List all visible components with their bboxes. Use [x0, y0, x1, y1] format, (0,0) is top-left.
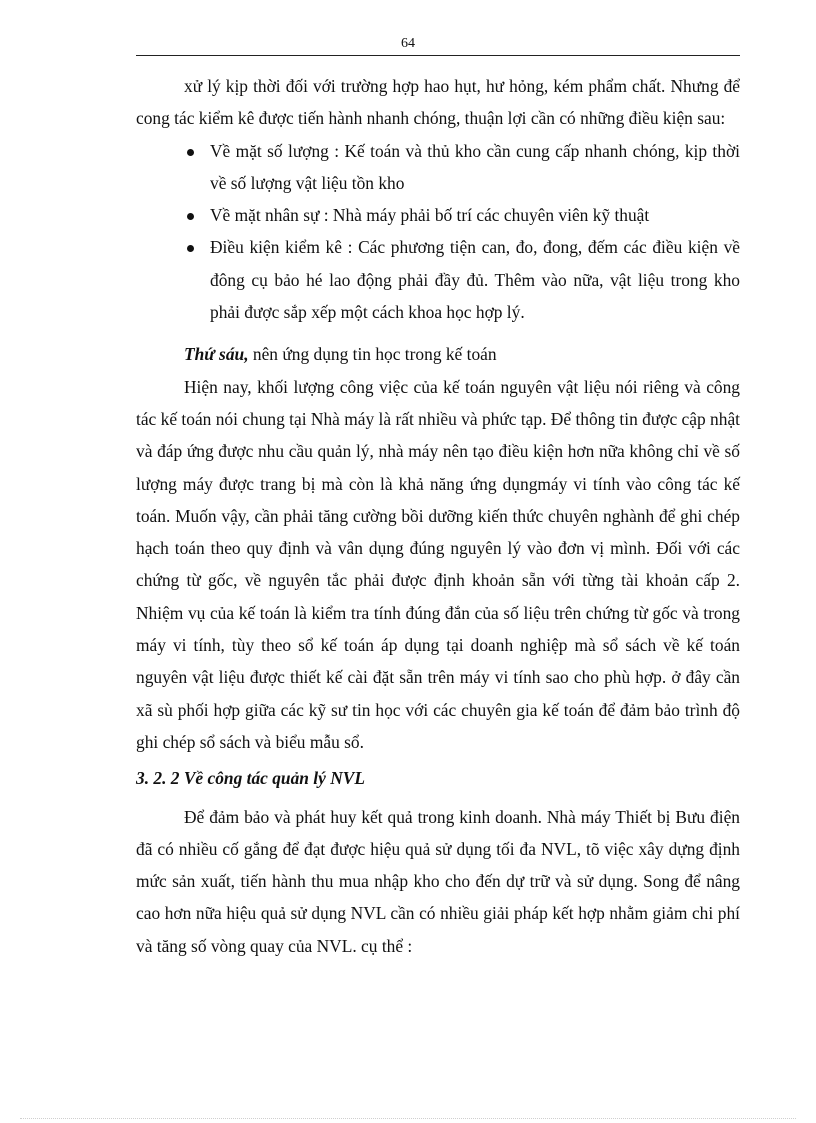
list-item	[210, 231, 740, 328]
page-number: 64	[401, 36, 415, 51]
list-item-text: Về mặt số lượng : Kế toán và thủ kho cần cung cấp nhanh chóng, kịp thời về số lượng vật liệu tồn kho	[210, 140, 740, 193]
bullet-icon	[187, 149, 194, 156]
header-divider	[136, 55, 740, 56]
sixth-point-label: Thứ sáu,	[184, 344, 249, 365]
paragraph-it-application: Hiện nay, khối lượng công việc của kế toán nguyên vật liệu nói riêng và công tác kế toán nói chung tại Nhà máy là rất nhiều và phức tạp. Để thông tin được cập nhật và đáp ứng được nhu cầu quản lý, nhà máy nên tạo điều kiện hơn nữa không chỉ về số lượng máy được trang bị mà còn là khả năng ứng dụngmáy vi tính vào công tác kế toán. Muốn vậy, cần phải tăng cường bồi dưỡng kiến thức chuyên nghành để ghi chép hạch toán theo quy định và vân dụng đúng nguyên lý vào đơn vị mình. Đối với các chứng từ gốc, về nguyên tắc phải được định khoản sẵn với từng tài khoản cấp 2. Nhiệm vụ của kế toán là kiểm tra tính đúng đắn của số liệu trên chứng từ gốc và trong máy vi tính, tùy theo sổ kế toán áp dụng tại doanh nghiệp mà sổ sách về kế toán nguyên vật liệu được thiết kế cài đặt sẵn trên máy vi tính sao cho phù hợp. ở đây cần xã sù phối hợp giữa các kỹ sư tin học với các chuyên gia kế toán để đảm bảo trình độ ghi chép sổ sách và biểu mẫu sổ.	[136, 376, 740, 752]
list-item-text: Điều kiện kiểm kê : Các phương tiện can, đo, đong, đếm các điều kiện về đông cụ bảo hé lao động phải đầy đủ. Thêm vào nữa, vật liệu trong kho phải được sắp xếp một cách khoa học hợp lý.	[210, 237, 740, 323]
bullet-icon	[187, 213, 194, 220]
sixth-point-line	[136, 338, 740, 370]
footer-divider	[20, 1118, 796, 1119]
paragraph-material-management: Để đảm bảo và phát huy kết quả trong kinh doanh. Nhà máy Thiết bị Bưu điện đã có nhiều cố gắng để đạt được hiệu quả sử dụng tối đa NVL, tõ việc xây dựng định mức sản xuất, tiến hành thu mua nhập kho cho đến dự trữ và sử dụng. Song để nâng cao hơn nữa hiệu quả sử dụng NVL cần có nhiều giải pháp kết hợp nhằm giảm chi phí và tăng số vòng quay của NVL. cụ thể :	[136, 806, 740, 956]
conditions-list	[136, 135, 740, 329]
document-body	[136, 70, 740, 962]
list-item	[210, 135, 740, 200]
list-item	[210, 199, 740, 231]
spacer	[136, 328, 740, 338]
sixth-point-text: nên ứng dụng tin học trong kế toán	[248, 344, 497, 365]
paragraph-continuation: xử lý kịp thời đối với trường hợp hao hụt, hư hỏng, kém phẩm chất. Nhưng để cong tác kiểm kê được tiến hành nhanh chóng, thuận lợi cần có những điều kiện sau:	[136, 76, 740, 129]
section-heading: 3. 2. 2 Về công tác quản lý NVL	[136, 768, 365, 789]
bullet-icon	[187, 245, 194, 252]
list-item-text: Về mặt nhân sự : Nhà máy phải bố trí các chuyên viên kỹ thuật	[210, 205, 650, 226]
